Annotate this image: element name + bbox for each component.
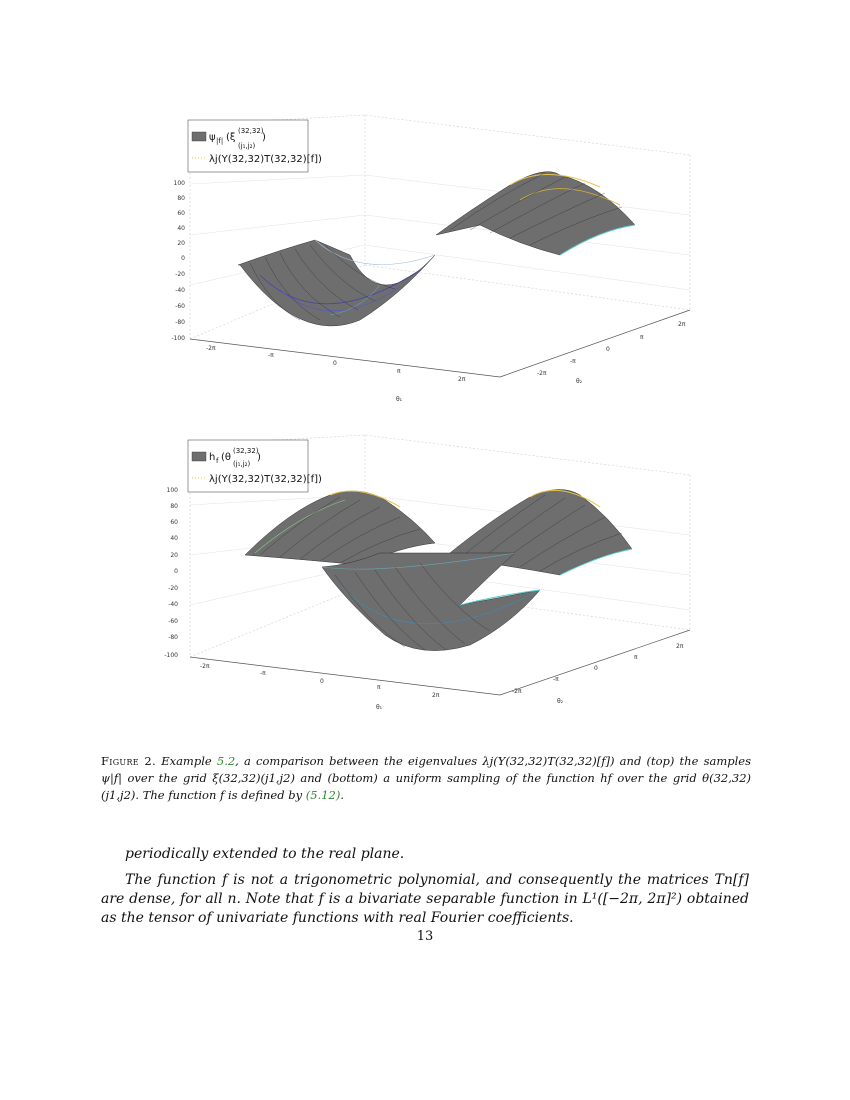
legend-series1-sub: |f| xyxy=(216,137,224,145)
z-tick: -80 xyxy=(168,634,178,641)
z-tick: 60 xyxy=(170,519,178,526)
legend-series1-close: ) xyxy=(257,452,261,463)
y-tick: -π xyxy=(553,676,559,683)
z-tick: 0 xyxy=(174,568,178,575)
x-tick: -2π xyxy=(200,663,210,670)
x-tick: -2π xyxy=(206,345,216,352)
y-tick: 0 xyxy=(606,346,610,353)
paragraph-function-description: The function f is not a trigonometric polynomial, and consequently the matrices Tn[f] are dense, for all n. Note that f is a bivariate separable function in L¹([−2π, 2π]²) obtained as the tensor of univariate functions with real Fourier coefficients. xyxy=(101,872,749,926)
z-tick: 20 xyxy=(170,552,178,559)
front-axes xyxy=(190,310,690,377)
z-tick: 80 xyxy=(170,503,178,510)
legend-series1-subidx: (j₁,j₂) xyxy=(238,142,256,150)
z-tick: -20 xyxy=(175,271,185,278)
legend-series1-arg: (ξ xyxy=(226,132,236,143)
figure-bottom xyxy=(0,425,850,725)
y-tick: -2π xyxy=(512,688,522,695)
x-axis-label: θ₁ xyxy=(396,396,403,403)
legend-swatch-surface xyxy=(192,452,206,461)
legend-series1-sup: (32,32) xyxy=(238,127,264,135)
surface-middle-trough xyxy=(322,553,540,651)
caption-part1: Example xyxy=(161,754,212,768)
y-axis-label: θ₂ xyxy=(557,698,564,705)
caption-part3: . xyxy=(340,788,345,802)
z-tick: 60 xyxy=(177,210,185,217)
y-axis-label: θ₂ xyxy=(576,378,583,385)
y-tick: -2π xyxy=(537,370,547,377)
paragraph-continuation: periodically extended to the real plane. xyxy=(125,846,405,862)
z-tick: -60 xyxy=(175,303,185,310)
z-tick: 80 xyxy=(177,195,185,202)
x-tick: 0 xyxy=(333,360,337,367)
z-tick: 100 xyxy=(173,180,185,187)
surface-right-hill xyxy=(436,172,635,255)
x-axis-ticks xyxy=(200,663,440,711)
y-tick: π xyxy=(634,654,638,661)
surface-left-trough xyxy=(238,240,435,326)
x-axis-ticks xyxy=(206,345,466,403)
legend-series2: λj(Y(32,32)T(32,32)[f]) xyxy=(209,474,322,485)
z-tick: 20 xyxy=(177,240,185,247)
legend-swatch-surface xyxy=(192,132,206,141)
x-tick: π xyxy=(397,368,401,375)
x-tick: 0 xyxy=(320,678,324,685)
caption-label: Figure 2. xyxy=(101,754,156,768)
y-tick: -π xyxy=(570,358,576,365)
legend-series1-sup: (32,32) xyxy=(233,447,259,455)
z-tick: 40 xyxy=(177,225,185,232)
x-tick: 2π xyxy=(458,376,466,383)
y-axis-ticks xyxy=(537,321,686,385)
legend xyxy=(188,440,322,492)
z-tick: -20 xyxy=(168,585,178,592)
legend-series1-sub: f xyxy=(216,457,219,465)
surface-plot-bottom xyxy=(0,425,850,725)
figure-top xyxy=(0,105,850,420)
legend-series1-arg: (θ xyxy=(221,452,232,463)
z-tick: 100 xyxy=(166,487,178,494)
y-tick: π xyxy=(640,334,644,341)
z-tick: 0 xyxy=(181,255,185,262)
z-axis-ticks xyxy=(164,487,178,659)
z-axis-ticks xyxy=(171,180,185,342)
x-axis-label: θ₁ xyxy=(376,704,383,711)
legend-series1-symbol: h xyxy=(209,452,216,463)
caption-part2: , a comparison between the eigenvalues λj(Y(32,32)T(32,32)[f]) and (top) the samples ψ|f| over the grid ξ(32,32)(j1,j2) and (bottom) a uniform sampling of the function hf over the grid θ(32,32)(j1,j2). The function f is defined by xyxy=(101,754,751,802)
figure-caption xyxy=(101,753,751,804)
z-tick: -100 xyxy=(171,335,185,342)
x-tick: -π xyxy=(268,352,274,359)
z-tick: -40 xyxy=(175,287,185,294)
legend-series1-subidx: (j₁,j₂) xyxy=(233,460,251,468)
caption-ref-equation[interactable]: (5.12) xyxy=(305,788,341,802)
legend xyxy=(188,120,322,172)
surface-plot-top xyxy=(0,105,850,420)
caption-ref-example[interactable]: 5.2 xyxy=(216,754,236,768)
x-tick: π xyxy=(377,684,381,691)
x-tick: -π xyxy=(260,670,266,677)
z-tick: -40 xyxy=(168,601,178,608)
legend-series1-symbol: ψ xyxy=(209,132,216,143)
y-axis-ticks xyxy=(512,643,684,705)
y-tick: 0 xyxy=(594,665,598,672)
x-tick: 2π xyxy=(432,692,440,699)
z-tick: 40 xyxy=(170,535,178,542)
z-tick: -100 xyxy=(164,652,178,659)
y-tick: 2π xyxy=(678,321,686,328)
page-number: 13 xyxy=(416,929,434,944)
legend-series2: λj(Y(32,32)T(32,32)[f]) xyxy=(209,154,322,165)
z-tick: -80 xyxy=(175,319,185,326)
z-tick: -60 xyxy=(168,618,178,625)
legend-series1-close: ) xyxy=(262,132,266,143)
y-tick: 2π xyxy=(676,643,684,650)
